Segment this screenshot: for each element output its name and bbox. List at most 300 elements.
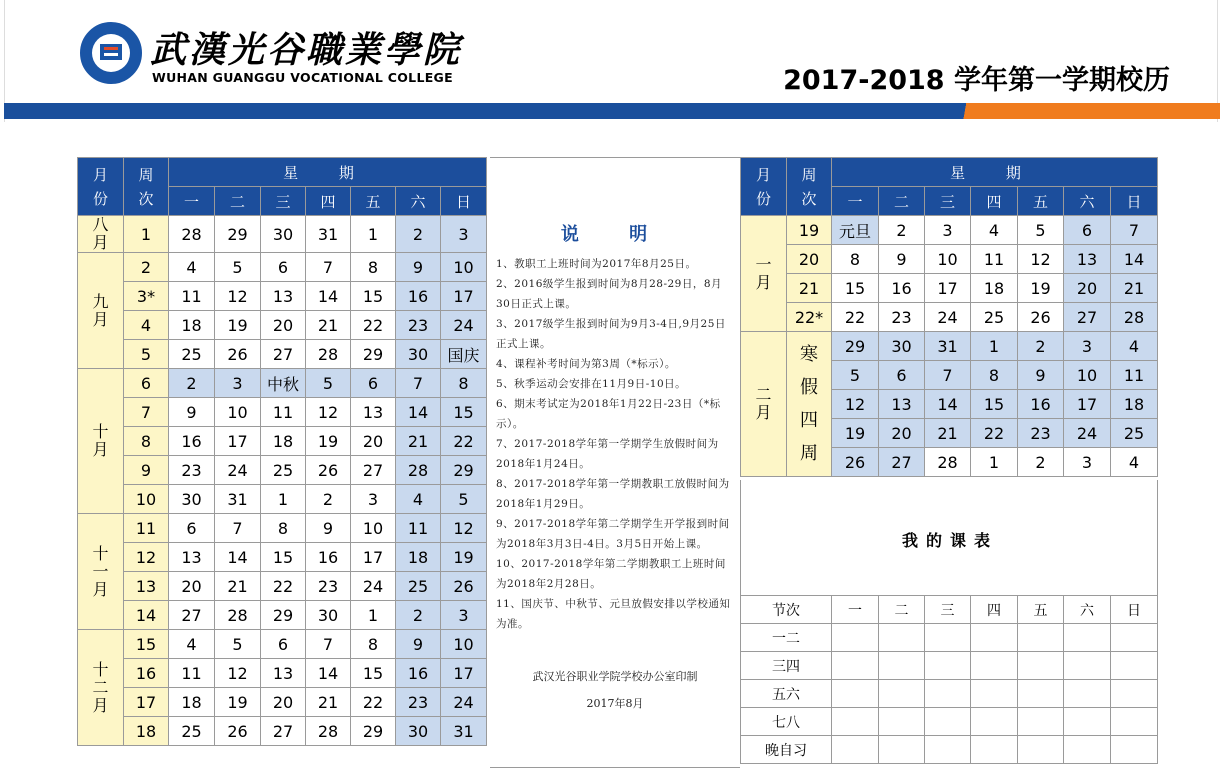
day-cell: 3 — [925, 216, 971, 245]
schedule-cell[interactable] — [879, 708, 925, 736]
day-cell: 19 — [215, 688, 261, 717]
calendar-row — [78, 659, 487, 688]
schedule-cell[interactable] — [832, 708, 879, 736]
week-header: 周 次 — [787, 158, 832, 216]
month-label — [78, 630, 124, 746]
week-number: 18 — [124, 717, 169, 746]
day-cell: 7 — [306, 253, 351, 282]
day-cell: 3 — [441, 216, 487, 253]
calendar-row — [741, 274, 1158, 303]
day-cell: 6 — [261, 630, 306, 659]
day-cell: 12 — [441, 514, 487, 543]
day-cell: 28 — [169, 216, 215, 253]
day-cell: 16 — [879, 274, 925, 303]
day-cell: 19 — [215, 311, 261, 340]
day-cell: 27 — [879, 448, 925, 477]
day-cell: 11 — [261, 398, 306, 427]
day-cell: 30 — [879, 332, 925, 361]
day-cell: 15 — [261, 543, 306, 572]
week-number: 8 — [124, 427, 169, 456]
day-cell: 30 — [396, 717, 441, 746]
my-schedule-table — [740, 595, 1158, 764]
day-cell: 13 — [261, 659, 306, 688]
day-cell: 6 — [169, 514, 215, 543]
week-number: 16 — [124, 659, 169, 688]
weekday-6: 六 — [1064, 187, 1111, 216]
week-number: 11 — [124, 514, 169, 543]
day-cell: 13 — [1064, 245, 1111, 274]
day-cell: 9 — [879, 245, 925, 274]
day-cell: 17 — [215, 427, 261, 456]
month-label — [741, 216, 787, 332]
weekday-6: 六 — [396, 187, 441, 216]
day-cell: 11 — [169, 659, 215, 688]
schedule-row — [741, 624, 1158, 652]
calendar-row — [78, 630, 487, 659]
day-cell: 18 — [1111, 390, 1158, 419]
week-number: 1 — [124, 216, 169, 253]
month-label-text: 十 一 月 — [92, 543, 109, 599]
day-cell: 23 — [1018, 419, 1064, 448]
weekday-3: 三 — [261, 187, 306, 216]
schedule-cell[interactable] — [1111, 652, 1158, 680]
day-cell: 24 — [441, 688, 487, 717]
calendar-row — [78, 282, 487, 311]
day-cell: 6 — [261, 253, 306, 282]
day-cell: 31 — [925, 332, 971, 361]
schedule-cell[interactable] — [1111, 736, 1158, 764]
month-label-text: 八 月 — [92, 215, 109, 252]
week-number: 3* — [124, 282, 169, 311]
schedule-cell[interactable] — [1018, 624, 1064, 652]
day-cell: 20 — [261, 688, 306, 717]
my-schedule-panel — [740, 480, 1158, 595]
day-cell: 11 — [1111, 361, 1158, 390]
day-cell: 25 — [396, 572, 441, 601]
day-cell: 2 — [1018, 332, 1064, 361]
note-item: 6、期末考试定为2018年1月22日-23日（*标示）。 — [496, 398, 721, 430]
day-cell: 13 — [169, 543, 215, 572]
day-cell: 28 — [396, 456, 441, 485]
day-cell: 3 — [1064, 448, 1111, 477]
period-header: 节次 — [741, 596, 832, 624]
schedule-cell[interactable] — [971, 624, 1018, 652]
page-title: 2017-2018 学年第一学期校历 — [783, 65, 1170, 96]
day-cell: 24 — [351, 572, 396, 601]
schedule-cell[interactable] — [832, 624, 879, 652]
day-cell: 18 — [261, 427, 306, 456]
day-cell: 17 — [441, 282, 487, 311]
day-cell: 15 — [351, 282, 396, 311]
day-cell: 7 — [396, 369, 441, 398]
day-cell: 24 — [215, 456, 261, 485]
calendar-row — [741, 245, 1158, 274]
calendar-row — [78, 216, 487, 253]
day-cell: 3 — [215, 369, 261, 398]
day-cell: 17 — [351, 543, 396, 572]
day-cell: 2 — [306, 485, 351, 514]
day-cell: 26 — [215, 340, 261, 369]
day-cell: 29 — [215, 216, 261, 253]
schedule-cell[interactable] — [1111, 680, 1158, 708]
calendar-row — [78, 253, 487, 282]
day-cell: 8 — [832, 245, 879, 274]
schedule-cell[interactable] — [1064, 624, 1111, 652]
day-cell: 31 — [441, 717, 487, 746]
day-cell: 12 — [215, 282, 261, 311]
day-cell: 18 — [169, 688, 215, 717]
day-cell: 15 — [441, 398, 487, 427]
period-label: 五六 — [741, 680, 832, 708]
note-item: 3、2017级学生报到时间为9月3-4日,9月25日正式上课。 — [496, 318, 726, 350]
day-cell: 11 — [971, 245, 1018, 274]
week-number: 13 — [124, 572, 169, 601]
day-cell: 10 — [351, 514, 396, 543]
day-cell: 16 — [396, 659, 441, 688]
schedule-cell[interactable] — [879, 624, 925, 652]
week-number: 5 — [124, 340, 169, 369]
schedule-cell[interactable] — [1064, 708, 1111, 736]
note-item: 10、2017-2018学年第二学期教职工上班时间为2018年2月28日。 — [496, 558, 726, 590]
week-number: 14 — [124, 601, 169, 630]
weekday-2: 二 — [879, 187, 925, 216]
schedule-cell[interactable] — [925, 680, 971, 708]
day-cell: 19 — [306, 427, 351, 456]
day-cell: 5 — [215, 630, 261, 659]
notes-date: 2017年8月 — [586, 697, 644, 710]
calendar-row — [78, 717, 487, 746]
day-cell: 26 — [832, 448, 879, 477]
day-cell: 22 — [351, 688, 396, 717]
week-number: 15 — [124, 630, 169, 659]
calendar-table-right — [740, 157, 1158, 477]
day-cell: 10 — [925, 245, 971, 274]
schedule-cell[interactable] — [925, 708, 971, 736]
day-cell: 22 — [441, 427, 487, 456]
weekday-7: 日 — [441, 187, 487, 216]
week-number: 22* — [787, 303, 832, 332]
day-cell: 23 — [396, 688, 441, 717]
schedule-cell[interactable] — [925, 736, 971, 764]
day-cell: 9 — [169, 398, 215, 427]
day-cell: 26 — [1018, 303, 1064, 332]
day-cell: 31 — [306, 216, 351, 253]
week-number: 4 — [124, 311, 169, 340]
day-cell: 21 — [396, 427, 441, 456]
day-cell: 6 — [879, 361, 925, 390]
day-cell: 20 — [351, 427, 396, 456]
header-band-accent — [950, 103, 1220, 119]
day-cell: 元旦 — [832, 216, 879, 245]
day-cell: 15 — [971, 390, 1018, 419]
month-label-text: 十 月 — [92, 422, 109, 459]
week-number: 17 — [124, 688, 169, 717]
day-cell: 10 — [441, 253, 487, 282]
schedule-cell[interactable] — [879, 652, 925, 680]
day-cell: 17 — [925, 274, 971, 303]
day-cell: 13 — [879, 390, 925, 419]
school-logo-icon — [80, 22, 142, 84]
schedule-day-header: 三 — [925, 596, 971, 624]
day-cell: 24 — [925, 303, 971, 332]
day-cell: 29 — [351, 717, 396, 746]
day-cell: 12 — [306, 398, 351, 427]
schedule-cell[interactable] — [1064, 736, 1111, 764]
calendar-row — [78, 369, 487, 398]
period-label: 一二 — [741, 624, 832, 652]
day-cell: 6 — [351, 369, 396, 398]
schedule-cell[interactable] — [971, 736, 1018, 764]
note-item: 2、2016级学生报到时间为8月28-29日，8月30日正式上课。 — [496, 278, 723, 310]
day-cell: 13 — [351, 398, 396, 427]
day-cell: 18 — [396, 543, 441, 572]
day-cell: 10 — [215, 398, 261, 427]
schedule-day-header: 五 — [1018, 596, 1064, 624]
week-number: 10 — [124, 485, 169, 514]
day-cell: 27 — [1064, 303, 1111, 332]
day-cell: 4 — [971, 216, 1018, 245]
day-cell: 12 — [832, 390, 879, 419]
day-cell: 5 — [215, 253, 261, 282]
weekday-4: 四 — [971, 187, 1018, 216]
calendar-row — [78, 427, 487, 456]
week-number: 9 — [124, 456, 169, 485]
day-cell: 9 — [1018, 361, 1064, 390]
day-cell: 29 — [441, 456, 487, 485]
day-cell: 1 — [971, 332, 1018, 361]
week-number: 19 — [787, 216, 832, 245]
calendar-row — [78, 456, 487, 485]
day-cell: 3 — [441, 601, 487, 630]
day-cell: 22 — [971, 419, 1018, 448]
note-item: 5、秋季运动会安排在11月9日-10日。 — [496, 378, 687, 390]
day-cell: 5 — [832, 361, 879, 390]
day-cell: 22 — [351, 311, 396, 340]
day-cell: 3 — [351, 485, 396, 514]
day-cell: 3 — [1064, 332, 1111, 361]
day-cell: 24 — [1064, 419, 1111, 448]
day-cell: 14 — [306, 659, 351, 688]
schedule-cell[interactable] — [971, 708, 1018, 736]
day-cell: 29 — [261, 601, 306, 630]
break-label — [787, 332, 832, 477]
day-cell: 7 — [1111, 216, 1158, 245]
day-cell: 1 — [351, 601, 396, 630]
weekday-1: 一 — [832, 187, 879, 216]
day-cell: 18 — [971, 274, 1018, 303]
weekday-1: 一 — [169, 187, 215, 216]
day-cell: 25 — [261, 456, 306, 485]
weekday-3: 三 — [925, 187, 971, 216]
schedule-cell[interactable] — [832, 652, 879, 680]
day-cell: 28 — [306, 717, 351, 746]
month-header: 月 份 — [741, 158, 787, 216]
schedule-cell[interactable] — [1018, 652, 1064, 680]
day-cell: 7 — [306, 630, 351, 659]
day-cell: 21 — [306, 688, 351, 717]
day-cell: 13 — [261, 282, 306, 311]
day-cell: 4 — [396, 485, 441, 514]
schedule-cell[interactable] — [1018, 736, 1064, 764]
day-cell: 2 — [169, 369, 215, 398]
day-cell: 15 — [351, 659, 396, 688]
schedule-cell[interactable] — [1111, 708, 1158, 736]
day-cell: 27 — [169, 601, 215, 630]
day-cell: 29 — [832, 332, 879, 361]
day-cell: 国庆 — [441, 340, 487, 369]
day-cell: 23 — [169, 456, 215, 485]
day-cell: 14 — [925, 390, 971, 419]
month-label-text: 九 月 — [92, 291, 109, 329]
day-cell: 12 — [1018, 245, 1064, 274]
day-cell: 21 — [925, 419, 971, 448]
schedule-cell[interactable] — [925, 624, 971, 652]
note-item: 1、教职工上班时间为2017年8月25日。 — [496, 258, 697, 270]
notes-list — [496, 254, 734, 634]
weekday-7: 日 — [1111, 187, 1158, 216]
calendar-row — [78, 514, 487, 543]
schedule-cell[interactable] — [832, 680, 879, 708]
day-cell: 12 — [215, 659, 261, 688]
weekday-header: 星 期 — [169, 158, 487, 187]
schedule-day-header: 六 — [1064, 596, 1111, 624]
month-label — [78, 369, 124, 514]
notes-issuer: 武汉光谷职业学院学校办公室印制 — [532, 670, 698, 683]
day-cell: 18 — [169, 311, 215, 340]
day-cell: 20 — [879, 419, 925, 448]
day-cell: 26 — [215, 717, 261, 746]
period-label: 三四 — [741, 652, 832, 680]
day-cell: 24 — [441, 311, 487, 340]
schedule-cell[interactable] — [879, 680, 925, 708]
day-cell: 4 — [169, 253, 215, 282]
day-cell: 7 — [925, 361, 971, 390]
schedule-cell[interactable] — [971, 652, 1018, 680]
schedule-cell[interactable] — [1064, 652, 1111, 680]
day-cell: 4 — [169, 630, 215, 659]
schedule-day-header: 一 — [832, 596, 879, 624]
day-cell: 4 — [1111, 448, 1158, 477]
calendar-row — [78, 485, 487, 514]
day-cell: 28 — [215, 601, 261, 630]
day-cell: 30 — [396, 340, 441, 369]
day-cell: 30 — [306, 601, 351, 630]
day-cell: 25 — [971, 303, 1018, 332]
schedule-row — [741, 736, 1158, 764]
schedule-cell[interactable] — [1018, 680, 1064, 708]
day-cell: 25 — [1111, 419, 1158, 448]
day-cell: 4 — [1111, 332, 1158, 361]
schedule-cell[interactable] — [1018, 708, 1064, 736]
day-cell: 8 — [351, 253, 396, 282]
month-label-text: 二 月 — [755, 385, 772, 422]
month-label-text: 十 二 月 — [92, 659, 109, 715]
day-cell: 31 — [215, 485, 261, 514]
day-cell: 14 — [396, 398, 441, 427]
day-cell: 28 — [925, 448, 971, 477]
week-number: 7 — [124, 398, 169, 427]
day-cell: 10 — [1064, 361, 1111, 390]
day-cell: 17 — [441, 659, 487, 688]
weekday-2: 二 — [215, 187, 261, 216]
day-cell: 2 — [1018, 448, 1064, 477]
day-cell: 8 — [971, 361, 1018, 390]
day-cell: 9 — [306, 514, 351, 543]
weekday-header: 星 期 — [832, 158, 1158, 187]
day-cell: 8 — [351, 630, 396, 659]
note-item: 11、国庆节、中秋节、元旦放假安排以学校通知为准。 — [496, 598, 731, 630]
schedule-day-header: 日 — [1111, 596, 1158, 624]
calendar-table-left — [77, 157, 487, 746]
schedule-day-header: 四 — [971, 596, 1018, 624]
week-number: 2 — [124, 253, 169, 282]
day-cell: 20 — [1064, 274, 1111, 303]
period-label: 七八 — [741, 708, 832, 736]
day-cell: 27 — [351, 456, 396, 485]
day-cell: 22 — [832, 303, 879, 332]
day-cell: 15 — [832, 274, 879, 303]
day-cell: 5 — [1018, 216, 1064, 245]
day-cell: 中秋 — [261, 369, 306, 398]
calendar-row — [78, 311, 487, 340]
day-cell: 25 — [169, 717, 215, 746]
week-number: 12 — [124, 543, 169, 572]
day-cell: 7 — [215, 514, 261, 543]
day-cell: 5 — [306, 369, 351, 398]
day-cell: 28 — [306, 340, 351, 369]
day-cell: 20 — [261, 311, 306, 340]
month-label-text: 一 月 — [755, 254, 772, 292]
day-cell: 16 — [169, 427, 215, 456]
day-cell: 25 — [169, 340, 215, 369]
day-cell: 19 — [441, 543, 487, 572]
schedule-cell[interactable] — [879, 736, 925, 764]
day-cell: 26 — [306, 456, 351, 485]
day-cell: 27 — [261, 717, 306, 746]
schedule-header-row — [741, 596, 1158, 624]
month-header: 月 份 — [78, 158, 124, 216]
day-cell: 1 — [971, 448, 1018, 477]
day-cell: 22 — [261, 572, 306, 601]
schedule-cell[interactable] — [1111, 624, 1158, 652]
schedule-cell[interactable] — [971, 680, 1018, 708]
day-cell: 2 — [396, 216, 441, 253]
calendar-row — [78, 572, 487, 601]
day-cell: 23 — [879, 303, 925, 332]
day-cell: 20 — [169, 572, 215, 601]
day-cell: 21 — [215, 572, 261, 601]
break-label-text: 寒 假 四 周 — [800, 344, 818, 464]
weekday-4: 四 — [306, 187, 351, 216]
day-cell: 23 — [306, 572, 351, 601]
day-cell: 16 — [1018, 390, 1064, 419]
note-item: 9、2017-2018学年第二学期学生开学报到时间为2018年3月3日-4日。3月5日开始上课。 — [496, 518, 730, 550]
day-cell: 28 — [1111, 303, 1158, 332]
day-cell: 6 — [1064, 216, 1111, 245]
day-cell: 14 — [1111, 245, 1158, 274]
calendar-row — [741, 332, 1158, 361]
notes-panel — [490, 157, 740, 768]
schedule-row — [741, 708, 1158, 736]
schedule-cell[interactable] — [1064, 680, 1111, 708]
schedule-cell[interactable] — [832, 736, 879, 764]
week-number: 6 — [124, 369, 169, 398]
schedule-cell[interactable] — [925, 652, 971, 680]
my-schedule-title: 我的课表 — [901, 531, 998, 550]
day-cell: 26 — [441, 572, 487, 601]
note-item: 7、2017-2018学年第一学期学生放假时间为2018年1月24日。 — [496, 438, 719, 470]
week-header: 周 次 — [124, 158, 169, 216]
